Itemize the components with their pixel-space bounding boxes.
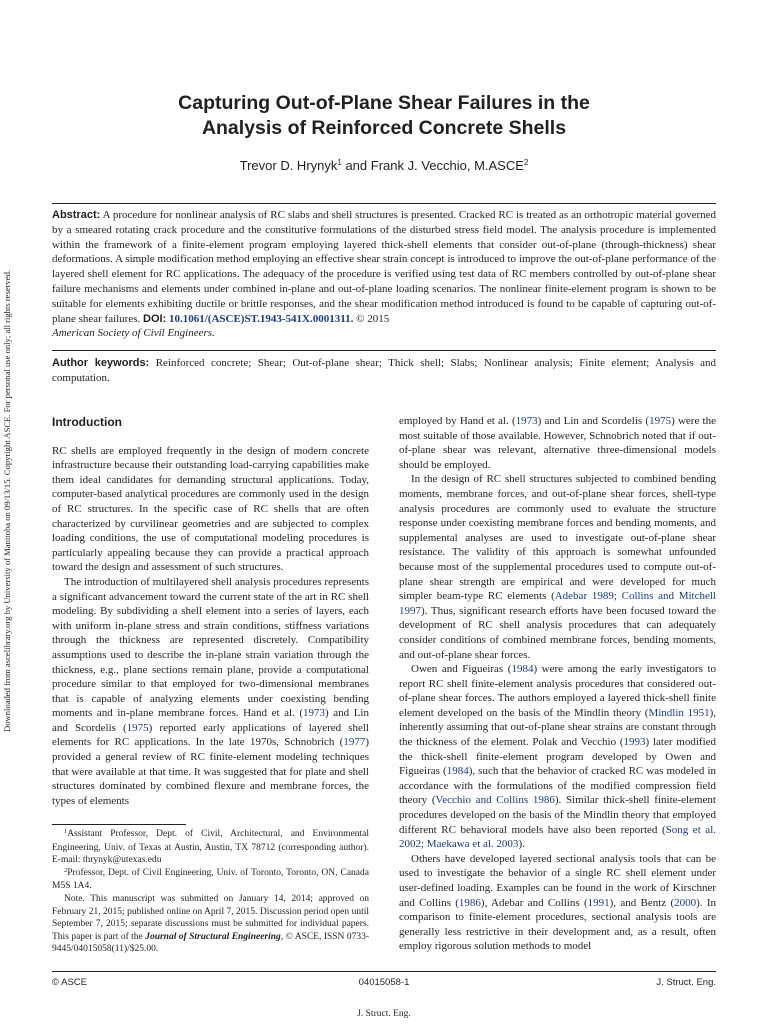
copyright-year: © 2015 [353,312,390,325]
title-line-1: Capturing Out-of-Plane Shear Failures in the [178,92,590,114]
citation-link[interactable]: 1973 [303,707,326,720]
citation-link[interactable]: 1993 [623,736,646,749]
author-keywords [52,356,716,386]
citation-link[interactable]: 1975 [126,721,149,734]
footnote-1: $^1$Assistant Professor, Dept. of Civil, Architectural, and Environmental Engineering, Univ. of Texas at Austin, Austin, TX 78712 (corresponding author). E-mail: thrynyk@utexas.edu [52,828,369,866]
author-1-affiliation-mark: 1 [337,158,342,167]
abstract [52,208,716,341]
abstract-label: Abstract: [52,209,101,221]
author-2-affiliation-mark: 2 [523,158,529,167]
citation-link[interactable]: Song et al. 2002; Maekawa et al. 2003 [399,823,716,851]
doi-link[interactable]: 10.1061/(ASCE)ST.1943-541X.0001311. [166,312,354,325]
keywords-top-rule [52,350,716,351]
author-1: Trevor D. Hrynyk [239,158,338,173]
author-conjunction: and [341,158,371,173]
author-line [60,158,708,176]
footnote-2: $^2$Professor, Dept. of Civil Engineering, Univ. of Toronto, Toronto, ON, Canada M5S 1A4. [52,866,369,892]
abstract-top-rule [52,203,716,204]
citation-link[interactable]: 1991 [587,896,610,909]
right-paragraph-2: In the design of RC shell structures subjected to combined bending moments, membrane forces, and out-of-plane shear forces, shell-type analysis procedures are commonly used to evaluate the structure response under coexisting membrane forces and bending moments, and supplemental analyses are used to investigate out-of-plane shear resistance. The validity of this approach is somewhat unfounded because most of the supplemental procedures used to compute out-of-plane shear strength are empirical and were developed for much simpler beam-type RC elements (Adebar 1989; Collins and Mitchell 1997). Thus, significant research efforts have been focused toward the development of RC shell analysis procedures that can adequately consider conditions of combined membrane forces, bending moments, and out-of-plane shear forces. [399,473,716,661]
citation-link[interactable]: Vecchio and Collins 1986 [435,794,555,807]
author-2: Frank J. Vecchio, M.ASCE [370,158,524,173]
submission-note: Note. This manuscript was submitted on January 14, 2014; approved on February 21, 2015; published online on April 7, 2015. Discussion period open until September 7, 2015; separate discussions must be submitted for individual papers. This paper is part of the Journal of Structural Engineering, © ASCE, ISSN 0733-9445/04015058(11)/$25.00. [52,893,369,955]
footer-copyright: © ASCE [52,977,87,988]
keywords-label: Author keywords: [52,357,150,369]
doi-label: DOI: [143,312,167,325]
intro-paragraph-2: The introduction of multilayered shell analysis procedures represents a significant advancement toward the current state of the art in RC shell modeling. By subdividing a shell element into a series of layers, each with uniform in-plane stress and strain conditions, stiffness variations through the thickness are represented discretely. Compatibility assumptions used to describe the in-plane strain variation through the thickness, e.g., plane sections remain plane, provide a computational procedure similar to that employed for two-dimensional membranes that is capable of analyzing elements under coexisting bending moments and in-plane membrane forces. Hand et al. (1973) and Lin and Scordelis (1975) reported early applications of layered shell elements for RC applications. In the late 1970s, Schnobrich (1977) provided a general review of RC finite-element modeling techniques that were available at that time. It was suggested that for plate and shell structures dominated by combined flexure and membrane forces, the types of elements [52,575,369,807]
keywords-text: Reinforced concrete; Shear; Out-of-plane shear; Thick shell; Slabs; Nonlinear analysis; Finite element; Analysis and computation. [52,357,717,384]
download-notice: Downloaded from ascelibrary.org by University of Manitoba on 09/13/15. Copyright ASCE. For personal use only; all rights reserved. [2,269,12,732]
abstract-text: A procedure for nonlinear analysis of RC slabs and shell structures is presented. Cracked RC is treated as an orthotropic material governed by a smeared rotating crack procedure and the constitutive formulations of the disturbed stress field model. The analysis procedure is implemented within the framework of a finite-element program employing layered thick-shell elements that consider out-of-plane (through-thickness) shear deformations. A simple modification method employing an effective shear strain concept is introduced to improve the out-of-plane performance of the layered shell element for RC applications. The adequacy of the procedure is verified using test data of RC members controlled by out-of-plane shear failure mechanisms and elements under combined in-plane and out-of-plane loading scenarios. The nonlinear finite-element program is shown to be suitable for elements exhibiting ductile or brittle responses, and the shear modification method introduced is found to be capable of capturing out-of-plane shear failures. [52,209,716,325]
right-paragraph-4: Others have developed layered sectional analysis tools that can be used to investigate the behavior of a single RC shell element under user-defined loading. Examples can be found in the work of Kirschner and Collins (1986), Adebar and Collins (1991), and Bentz (2000). In comparison to finite-element procedures, sectional analysis tools are generally less restrictive in their development and, as a result, often employ rigorous solution methods to model [399,852,716,953]
bottom-journal-stamp: J. Struct. Eng. [357,1009,411,1019]
left-column [52,414,369,808]
citation-link[interactable]: Mindlin 1951 [648,706,710,719]
footnote-rule [52,824,186,825]
citation-link[interactable]: 1984 [446,765,469,778]
citation-link[interactable]: Adebar 1989; Collins and Mitchell 1997 [399,590,716,617]
footer-rule [52,971,716,972]
copyright-society: American Society of Civil Engineers. [52,327,215,340]
citation-link[interactable]: 2000 [674,896,697,909]
footer-article-number: 04015058-1 [358,977,410,988]
footer-journal: J. Struct. Eng. [656,977,716,988]
intro-paragraph-1: RC shells are employed frequently in the design of modern concrete infrastructure because their outstanding load-carrying capabilities make them ideal candidates for demanding structural applications. Today, computer-based analytical procedures are commonly used in the design of RC structures. In the specific case of RC shells that are often characterized by curvilinear geometries and are subjected to complex loading conditions, the use of computational modeling procedures is particularly appealing because they can provide a practical approach toward the design and assessment of such structures. [52,444,369,574]
citation-link[interactable]: 1975 [649,415,672,427]
page-footer [52,977,716,991]
citation-link[interactable]: 1986 [458,896,481,909]
footnotes [52,828,369,956]
right-paragraph-1: employed by Hand et al. (1973) and Lin and Scordelis (1975) were the most suitable of those available. However, Schnobrich noted that if out-of-plane shear was relevant, alternative three-dimensional models should be employed. [399,415,716,471]
journal-name: Journal of Structural Engineering [145,931,281,942]
citation-link[interactable]: 1984 [511,663,534,676]
title-line-2: Analysis of Reinforced Concrete Shells [201,117,567,139]
citation-link[interactable]: 1973 [515,415,538,427]
right-paragraph-3: Owen and Figueiras (1984) were among the early investigators to report RC shell finite-element analysis procedures that considered out-of-plane shear forces. The authors employed a layered thick-shell finite element developed on the basis of the Mindlin theory (Mindlin 1951), inherently assuming that out-of-plane shear strains are constant through the thickness of the element. Polak and Vecchio (1993) later modified the thick-shell finite-element program developed by Owen and Figueiras (1984), such that the behavior of cracked RC was modeled in accordance with the formulations of the modified compression field theory (Vecchio and Collins 1986). Similar thick-shell finite-element procedures developed on the basis of the Mindlin theory that employed different RC behavioral models have also been reported (Song et al. 2002; Maekawa et al. 2003). [399,663,717,851]
download-watermark [2,232,14,732]
introduction-heading: Introduction [52,415,122,429]
right-column [399,414,716,954]
citation-link[interactable]: 1977 [343,736,366,749]
paper-title [60,91,708,141]
